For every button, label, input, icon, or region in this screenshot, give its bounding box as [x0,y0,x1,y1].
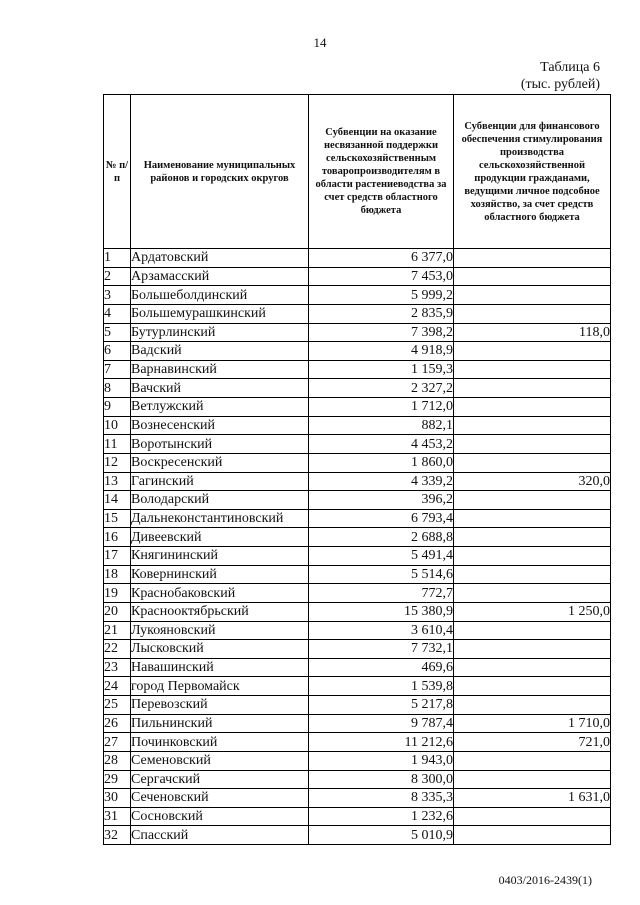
table-row [104,826,611,845]
row-subsidy-households [454,416,611,435]
row-number: 17 [104,547,131,566]
row-district-name: Сосновский [131,807,309,826]
table-body [104,249,611,845]
row-subsidy-households [454,491,611,510]
row-number: 16 [104,528,131,547]
row-number: 30 [104,789,131,808]
row-subsidy-crop: 7 453,0 [309,267,454,286]
row-subsidy-crop: 5 514,6 [309,565,454,584]
row-subsidy-households [454,826,611,845]
table-row [104,807,611,826]
row-number: 2 [104,267,131,286]
row-number: 28 [104,751,131,770]
row-district-name: Спасский [131,826,309,845]
table-row [104,640,611,659]
row-subsidy-crop: 6 793,4 [309,509,454,528]
table-row [104,453,611,472]
row-subsidy-households [454,640,611,659]
row-subsidy-households [454,379,611,398]
row-subsidy-households [454,435,611,454]
row-subsidy-crop: 4 453,2 [309,435,454,454]
row-subsidy-households: 320,0 [454,472,611,491]
row-subsidy-households [454,304,611,323]
table-row [104,416,611,435]
row-subsidy-households: 118,0 [454,323,611,342]
row-district-name: Краснооктябрьский [131,602,309,621]
row-subsidy-crop: 1 159,3 [309,360,454,379]
row-number: 9 [104,398,131,417]
table-row [104,789,611,808]
row-subsidy-crop: 4 918,9 [309,342,454,361]
page-number: 14 [313,35,327,50]
table-row [104,398,611,417]
row-number: 6 [104,342,131,361]
row-subsidy-crop: 1 232,6 [309,807,454,826]
row-subsidy-crop: 6 377,0 [309,249,454,268]
table-row [104,360,611,379]
row-district-name: Дальнеконстантиновский [131,509,309,528]
row-subsidy-households [454,677,611,696]
row-number: 4 [104,304,131,323]
row-number: 26 [104,714,131,733]
row-number: 14 [104,491,131,510]
table-row [104,342,611,361]
row-subsidy-households [454,453,611,472]
row-subsidy-crop: 8 300,0 [309,770,454,789]
table-row [104,658,611,677]
row-district-name: Лысковский [131,640,309,659]
row-subsidy-households [454,584,611,603]
header-num: № п/п [104,95,131,249]
table-unit: (тыс. рублей) [520,77,600,92]
row-number: 8 [104,379,131,398]
table-row [104,267,611,286]
row-district-name: Перевозский [131,696,309,715]
row-number: 13 [104,472,131,491]
row-subsidy-crop: 2 327,2 [309,379,454,398]
table-row [104,547,611,566]
table-row [104,621,611,640]
row-subsidy-crop: 9 787,4 [309,714,454,733]
row-district-name: Воротынский [131,435,309,454]
row-subsidy-crop: 5 217,8 [309,696,454,715]
row-subsidy-households [454,249,611,268]
row-subsidy-households [454,696,611,715]
row-subsidy-crop: 4 339,2 [309,472,454,491]
table-label: Таблица 6 [540,60,600,75]
row-subsidy-crop: 11 212,6 [309,733,454,752]
row-number: 21 [104,621,131,640]
row-subsidy-households [454,658,611,677]
row-district-name: Большемурашкинский [131,304,309,323]
row-number: 19 [104,584,131,603]
table-row [104,733,611,752]
row-number: 23 [104,658,131,677]
row-district-name: Воскресенский [131,453,309,472]
row-subsidy-crop: 1 860,0 [309,453,454,472]
row-district-name: Володарский [131,491,309,510]
row-subsidy-households [454,509,611,528]
table-row [104,696,611,715]
row-number: 18 [104,565,131,584]
table-row [104,677,611,696]
row-number: 22 [104,640,131,659]
row-district-name: Ковернинский [131,565,309,584]
row-subsidy-crop: 5 010,9 [309,826,454,845]
document-code: 0403/2016-2439(1) [498,873,592,887]
row-district-name: Семеновский [131,751,309,770]
row-subsidy-crop: 8 335,3 [309,789,454,808]
row-number: 15 [104,509,131,528]
table-row [104,602,611,621]
header-col1: Субвенции на оказание несвязанной поддержки сельскохозяйственным товаропроизводителям в области растениеводства за счет средств областного бюджета [309,95,454,249]
row-subsidy-households [454,751,611,770]
row-district-name: Сеченовский [131,789,309,808]
row-subsidy-households: 1 710,0 [454,714,611,733]
table-row [104,751,611,770]
row-district-name: Бутурлинский [131,323,309,342]
table-row [104,379,611,398]
row-subsidy-households [454,267,611,286]
table-caption [521,59,600,93]
row-subsidy-households [454,360,611,379]
row-district-name: Краснобаковский [131,584,309,603]
row-subsidy-households [454,770,611,789]
row-district-name: Ардатовский [131,249,309,268]
table-row [104,286,611,305]
row-subsidy-crop: 2 688,8 [309,528,454,547]
row-district-name: Лукояновский [131,621,309,640]
row-subsidy-crop: 469,6 [309,658,454,677]
row-subsidy-households [454,807,611,826]
row-district-name: Княгининский [131,547,309,566]
header-name: Наименование муниципальных районов и городских округов [131,95,309,249]
row-number: 24 [104,677,131,696]
row-number: 7 [104,360,131,379]
row-subsidy-households [454,528,611,547]
row-number: 5 [104,323,131,342]
row-subsidy-crop: 7 732,1 [309,640,454,659]
table-row [104,509,611,528]
row-number: 3 [104,286,131,305]
row-subsidy-crop: 1 539,8 [309,677,454,696]
row-subsidy-households [454,547,611,566]
table-row [104,584,611,603]
table-row [104,491,611,510]
row-district-name: Гагинский [131,472,309,491]
row-subsidy-households: 721,0 [454,733,611,752]
row-district-name: Арзамасский [131,267,309,286]
table-row [104,528,611,547]
row-number: 32 [104,826,131,845]
row-district-name: город Первомайск [131,677,309,696]
row-district-name: Сергачский [131,770,309,789]
row-subsidy-crop: 772,7 [309,584,454,603]
row-district-name: Вадский [131,342,309,361]
table-row [104,565,611,584]
row-subsidy-households: 1 250,0 [454,602,611,621]
table-header-row [104,95,611,249]
row-number: 20 [104,602,131,621]
row-subsidy-crop: 2 835,9 [309,304,454,323]
row-number: 10 [104,416,131,435]
header-col2: Субвенции для финансового обеспечения стимулирования производства сельскохозяйственной продукции гражданами, ведущими личное подсобное хозяйство, за счет средств областного бюджета [454,95,611,249]
row-subsidy-households [454,398,611,417]
row-subsidy-crop: 5 491,4 [309,547,454,566]
table-row [104,472,611,491]
row-district-name: Варнавинский [131,360,309,379]
row-district-name: Вачский [131,379,309,398]
table-row [104,770,611,789]
table-row [104,435,611,454]
row-number: 31 [104,807,131,826]
row-number: 25 [104,696,131,715]
row-subsidy-crop: 1 943,0 [309,751,454,770]
row-subsidy-crop: 5 999,2 [309,286,454,305]
row-district-name: Навашинский [131,658,309,677]
table-row [104,323,611,342]
row-subsidy-crop: 3 610,4 [309,621,454,640]
row-district-name: Вознесенский [131,416,309,435]
row-subsidy-households: 1 631,0 [454,789,611,808]
row-district-name: Починковский [131,733,309,752]
row-number: 27 [104,733,131,752]
row-subsidy-crop: 7 398,2 [309,323,454,342]
row-subsidy-crop: 1 712,0 [309,398,454,417]
row-subsidy-households [454,286,611,305]
row-subsidy-households [454,621,611,640]
row-number: 1 [104,249,131,268]
row-subsidy-households [454,565,611,584]
table-row [104,249,611,268]
table-row [104,714,611,733]
row-number: 11 [104,435,131,454]
row-district-name: Пильнинский [131,714,309,733]
row-subsidy-households [454,342,611,361]
row-district-name: Дивеевский [131,528,309,547]
row-number: 29 [104,770,131,789]
row-subsidy-crop: 15 380,9 [309,602,454,621]
subsidies-table [103,94,611,845]
table-row [104,304,611,323]
row-district-name: Ветлужский [131,398,309,417]
row-subsidy-crop: 882,1 [309,416,454,435]
row-subsidy-crop: 396,2 [309,491,454,510]
row-district-name: Большеболдинский [131,286,309,305]
row-number: 12 [104,453,131,472]
